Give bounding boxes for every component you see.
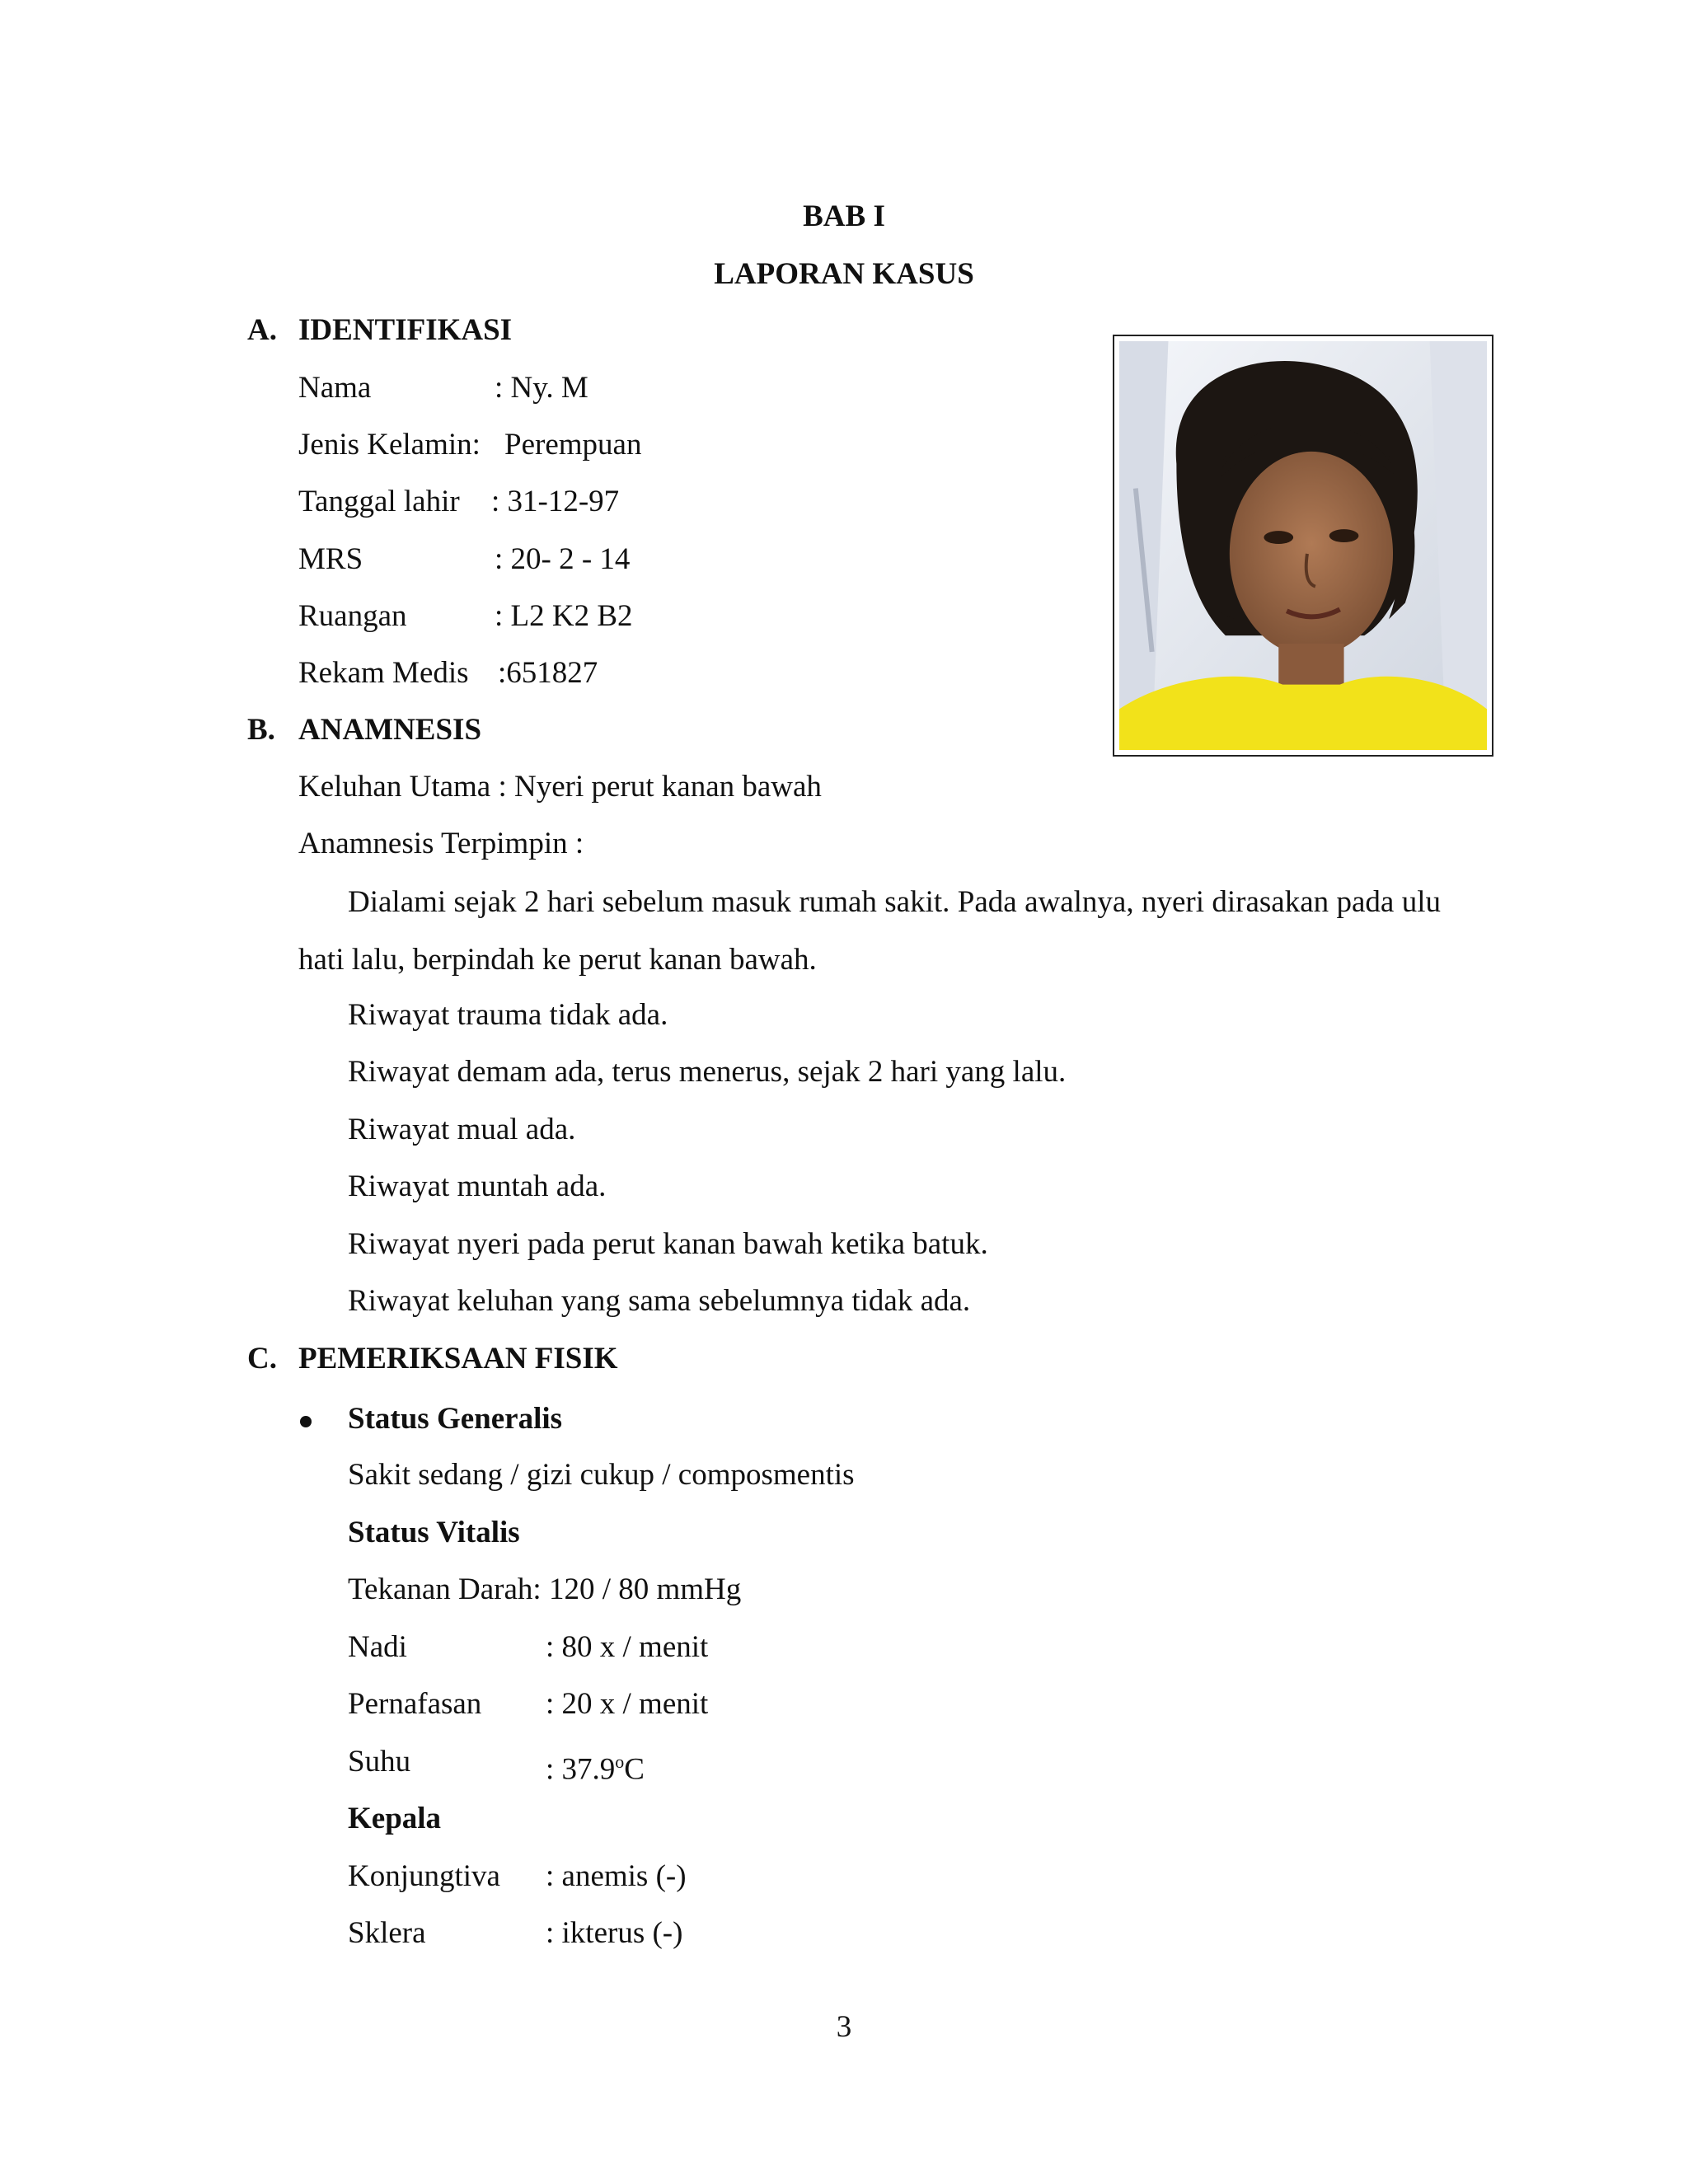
history-item: Riwayat demam ada, terus menerus, sejak 2 hari yang lalu. [348,1055,1067,1089]
field-value-jenis-kelamin: Perempuan [504,428,642,462]
field-label-rekam-medis: Rekam Medis [298,656,469,690]
field-value-rekam-medis: :651827 [498,656,598,690]
field-label-ruangan: Ruangan [298,599,407,633]
history-item: Riwayat keluhan yang sama sebelumnya tidak ada. [348,1284,971,1318]
section-b-heading: ANAMNESIS [298,713,482,747]
field-value-tanggal-lahir: : 31-12-97 [491,485,620,518]
history-item: Riwayat trauma tidak ada. [348,998,668,1032]
suhu-number: : 37.9 [546,1752,616,1787]
anamnesis-paragraph-text: Dialami sejak 2 hari sebelum masuk rumah sakit. Pada awalnya, nyeri dirasakan pada ulu hati lalu, berpindah ke perut kanan bawah. [298,885,1441,977]
anamnesis-terpimpin-label: Anamnesis Terpimpin : [298,827,584,860]
status-generalis-text: Sakit sedang / gizi cukup / composmentis [348,1458,855,1492]
tekanan-darah: Tekanan Darah: 120 / 80 mmHg [348,1572,742,1606]
bullet-icon [300,1416,312,1427]
section-a-heading: IDENTIFIKASI [298,313,513,347]
document-title: LAPORAN KASUS [714,257,974,291]
kepala-label-konjungtiva: Konjungtiva [348,1859,500,1893]
status-generalis-heading: Status Generalis [348,1402,563,1436]
section-a-letter: A. [247,313,277,347]
anamnesis-paragraph [298,874,1441,989]
page-number: 3 [836,2010,852,2044]
vital-value-suhu [546,1743,645,1788]
status-vitalis-heading: Status Vitalis [348,1516,520,1549]
field-label-nama: Nama [298,371,372,405]
kepala-value-sklera: : ikterus (-) [546,1916,683,1950]
patient-photo-image [1119,341,1487,750]
chapter-label: BAB I [803,199,885,233]
section-b-letter: B. [247,713,275,747]
suhu-unit: C [624,1752,645,1787]
field-label-jenis-kelamin: Jenis Kelamin: [298,428,481,462]
history-item: Riwayat nyeri pada perut kanan bawah ketika batuk. [348,1227,988,1261]
kepala-heading: Kepala [348,1802,442,1835]
field-value-ruangan: : L2 K2 B2 [495,599,633,633]
history-item: Riwayat mual ada. [348,1113,576,1146]
field-label-mrs: MRS [298,542,363,576]
field-value-nama: : Ny. M [495,371,588,405]
field-label-tanggal-lahir: Tanggal lahir [298,485,460,518]
vital-value-pernafasan: : 20 x / menit [546,1687,709,1721]
vital-label-nadi: Nadi [348,1630,407,1664]
vital-value-nadi: : 80 x / menit [546,1630,709,1664]
kepala-label-sklera: Sklera [348,1916,426,1950]
vital-label-suhu: Suhu [348,1745,411,1779]
keluhan-utama: Keluhan Utama : Nyeri perut kanan bawah [298,770,822,804]
kepala-value-konjungtiva: : anemis (-) [546,1859,687,1893]
history-item: Riwayat muntah ada. [348,1169,607,1203]
suhu-degree: o [615,1751,625,1772]
section-c-heading: PEMERIKSAAN FISIK [298,1342,618,1376]
vital-label-pernafasan: Pernafasan [348,1687,482,1721]
section-c-letter: C. [247,1342,277,1376]
field-value-mrs: : 20- 2 - 14 [495,542,631,576]
patient-photo [1113,335,1493,757]
